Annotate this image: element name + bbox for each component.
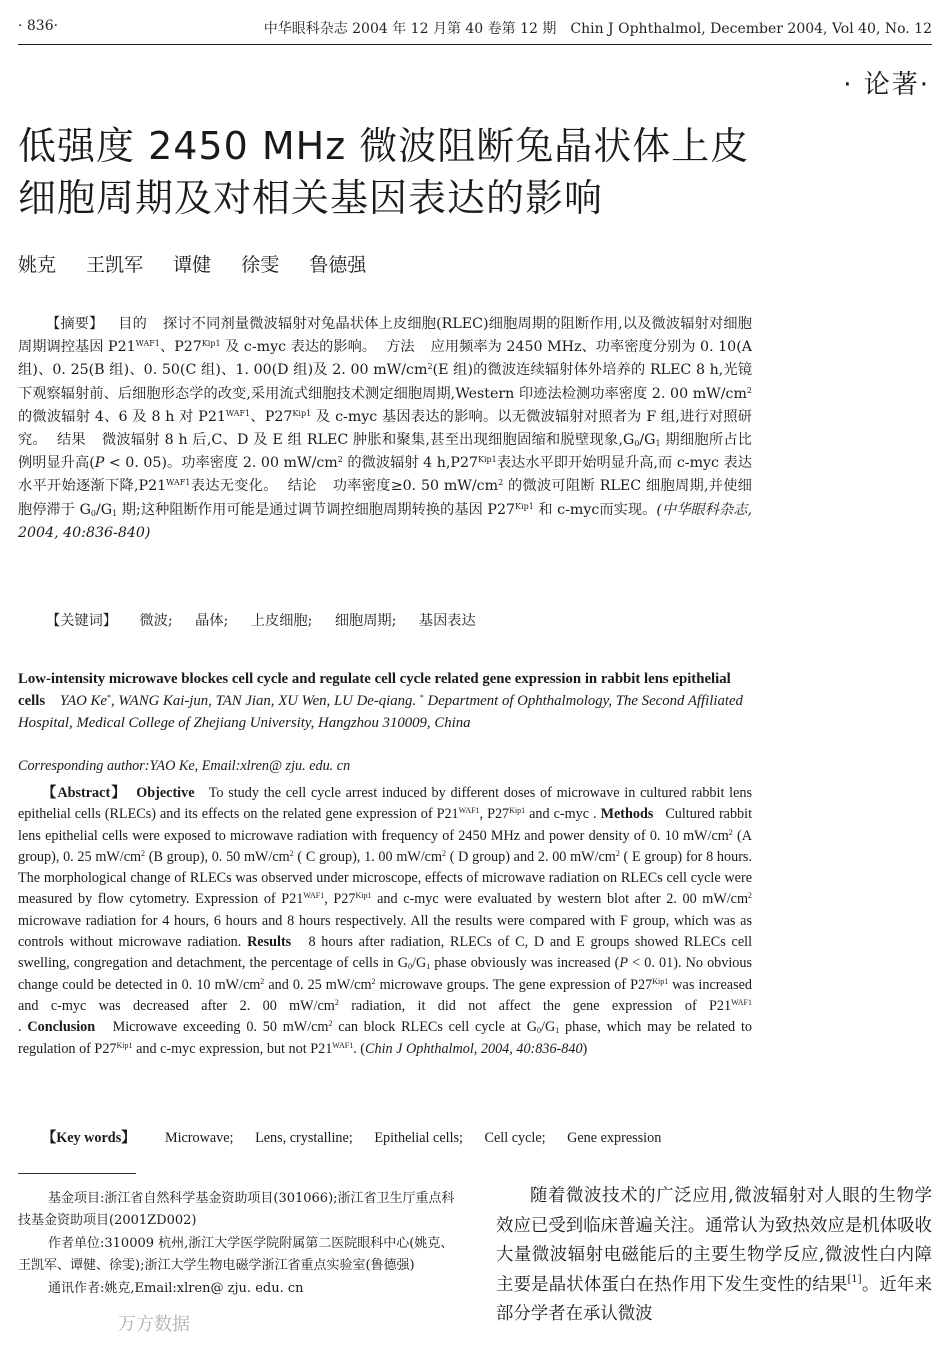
abstract-text: 、P27 [250, 408, 293, 425]
keywords-label: 【关键词】 [46, 613, 117, 629]
english-title: Low-intensity microwave blockes cell cycle and regulate cell cycle related gene expression in rabbit lens epithelial cells [18, 671, 731, 709]
superscript: Kip1 [201, 339, 221, 349]
abstract-text: ( E group) for 8 hours. The morphological change of RLECs was observed under microscope, effects of microwave radiation on RLECs cell cycle were measured by flow cytometry. Expression of P21 [18, 848, 752, 908]
abstract-label: 【Abstract】 [42, 785, 127, 801]
superscript: WAF1 [731, 997, 752, 1007]
abstract-text: phase, which may be related to regulation of P27 [18, 1019, 752, 1057]
superscript: 2 [748, 891, 753, 901]
abstract-text: , P27 [479, 806, 510, 823]
keywords-label: 【Key words】 [42, 1130, 136, 1146]
abstract-text: /G [412, 955, 427, 972]
results-label: Results [247, 934, 292, 951]
author-list [18, 250, 390, 277]
abstract-text: radiation, it did not affect the gene expression of P21 [338, 997, 732, 1014]
keyword: Microwave; [164, 1130, 234, 1146]
keyword: 微波; [139, 613, 173, 629]
abstract-text: and c-myc . [525, 806, 597, 823]
abstract-text: (B group), 0. 50 mW/cm [145, 848, 290, 865]
p-symbol: P [619, 955, 629, 972]
header-rule [18, 44, 932, 45]
superscript: Kip1 [652, 976, 669, 986]
abstract-label: 【摘要】 [46, 316, 104, 332]
citation: Chin J Ophthalmol, 2004, 40:836-840 [365, 1040, 583, 1057]
subscript: 0 [90, 508, 96, 518]
keyword: 细胞周期; [334, 613, 397, 629]
subscript: 0 [634, 439, 640, 449]
author: 谭健 [173, 254, 212, 276]
watermark: 万方数据 [118, 1314, 190, 1335]
superscript: WAF1 [458, 806, 480, 816]
superscript: Kip1 [292, 408, 312, 418]
conclusion-label: Conclusion [27, 1019, 96, 1036]
abstract-text: 探讨不同剂量微波辐射对兔晶状体上皮细胞(RLEC)细胞周期的阻断作用,以及微波辐射对细胞周期调控基因 P21 [18, 316, 752, 356]
keyword: Gene expression [567, 1130, 662, 1146]
english-affiliation: Department of Ophthalmology, The Second Affiliated Hospital, Medical College of Zhejiang University, Hangzhou 310009, China [18, 693, 743, 731]
abstract-text: 及 c-myc 基因表达的影响。以无微波辐射对照者为 F 组,进行对照研究。 [18, 408, 752, 449]
correspondence-note: 通讯作者:姚克,Email:xlren@ zju. edu. cn [48, 1281, 304, 1297]
superscript: 2 [728, 827, 733, 837]
journal-citation-line: 中华眼科杂志 2004 年 12 月第 40 卷第 12 期 Chin J Ophthalmol, December 2004, Vol 40, No. 12 [263, 21, 932, 37]
abstract-text: /G [96, 501, 113, 518]
superscript: Kip1 [355, 891, 372, 901]
superscript: 2 [746, 385, 752, 395]
keyword: Cell cycle; [484, 1130, 546, 1146]
superscript: 2 [615, 848, 620, 858]
corresponding-author: Corresponding author:YAO Ke, Email:xlren@ zju. edu. cn [18, 758, 351, 774]
author: 鲁德强 [309, 254, 367, 276]
subscript: 1 [555, 1026, 560, 1036]
subscript: 1 [655, 439, 661, 449]
abstract-text: 和 c-myc而实现。 [533, 501, 657, 518]
abstract-text: and c-myc were evaluated by western blot after 2. 00 mW/cm [371, 891, 749, 908]
reference-marker[interactable]: [1] [847, 1273, 862, 1285]
abstract-text: ) [582, 1040, 588, 1057]
superscript: Kip1 [478, 455, 497, 465]
keyword: Lens, crystalline; [255, 1130, 353, 1146]
p-symbol: P [94, 455, 105, 472]
footnote-rule [18, 1173, 136, 1174]
abstract-text: 的微波辐射 4 h,P27 [342, 455, 479, 472]
subscript: 1 [112, 508, 118, 518]
methods-label: 方法 [386, 339, 415, 356]
superscript: 2 [141, 848, 146, 858]
chinese-keywords [18, 610, 494, 630]
abstract-text: microwave groups. The gene expression of P27 [375, 976, 653, 993]
superscript: WAF1 [225, 408, 251, 418]
body-text: 随着微波技术的广泛应用,微波辐射对人眼的生物学效应已受到临床普遍关注。通常认为致热效应是机体吸收大量微波辐射电磁能后的主要生物学反应,微波性白内障主要是晶状体蛋白在热作用下发生变性的结果 [496, 1186, 932, 1295]
superscript: 2 [371, 976, 376, 986]
english-authors: , WANG Kai-jun, TAN Jian, XU Wen, LU De-qiang. [110, 693, 417, 709]
funding-note: 基金项目:浙江省自然科学基金资助项目(301066);浙江省卫生厅重点科技基金资助项目(2001ZD002) [18, 1191, 455, 1228]
abstract-text: 8 hours after radiation, RLECs of C, D and E groups showed RLECs cell swelling, congregation and detachment, the percentage of cells in G [18, 934, 753, 972]
superscript: 2 [498, 478, 504, 488]
abstract-text: < 0. 05)。功率密度 2. 00 mW/cm [104, 455, 338, 472]
abstract-text: 的微波可阻断 RLEC 细胞周期,并使细胞停滞于 G [18, 478, 752, 518]
abstract-text: and 0. 25 mW/cm [264, 976, 372, 993]
superscript: 2 [334, 997, 339, 1007]
abstract-text: ( D group) and 2. 00 mW/cm [446, 848, 616, 865]
keyword: 上皮细胞; [250, 613, 313, 629]
superscript: 2 [328, 1019, 333, 1029]
superscript: 2 [442, 848, 447, 858]
abstract-text: microwave radiation for 4 hours, 6 hours and 8 hours respectively. All the results were compared with F group, which was as controls without microwave radiation. [18, 912, 752, 951]
keyword: Epithelial cells; [374, 1130, 463, 1146]
abstract-text: Microwave exceeding 0. 50 mW/cm [112, 1019, 329, 1036]
conclusion-label: 结论 [287, 478, 317, 495]
english-abstract [18, 783, 752, 1060]
abstract-text: /G [541, 1019, 556, 1036]
running-header [18, 18, 932, 44]
body-text: 。近年来部分学者在承认微波 [496, 1274, 932, 1324]
footnotes [18, 1188, 458, 1302]
abstract-text: (A group), 0. 25 mW/cm [18, 827, 752, 865]
english-authors: YAO Ke [59, 693, 107, 709]
abstract-text: /G [639, 432, 656, 449]
subscript: 0 [408, 962, 412, 972]
author: 姚克 [18, 254, 57, 276]
abstract-text: To study the cell cycle arrest induced by different doses of microwave in cultured rabbit lens epithelial cells (RLECs) and its effects on the related gene expression of P21 [18, 785, 752, 823]
author: 王凯军 [86, 254, 144, 276]
body-paragraph [496, 1182, 932, 1330]
superscript: Kip1 [509, 806, 526, 816]
superscript: Kip1 [515, 501, 534, 511]
superscript: Kip1 [116, 1040, 133, 1050]
superscript: * [106, 693, 111, 702]
superscript: 2 [260, 976, 265, 986]
chinese-abstract [18, 313, 752, 545]
results-label: 结果 [56, 432, 86, 449]
english-title-block [18, 668, 752, 734]
affiliation-note: 作者单位:310009 杭州,浙江大学医学院附属第二医院眼科中心(姚克、王凯军、谭健、徐雯);浙江大学生物电磁学浙江省重点实验室(鲁德强) [18, 1236, 454, 1273]
abstract-text: 、P27 [159, 339, 202, 356]
subscript: 1 [426, 962, 431, 972]
abstract-text: 表达水平即开始明显升高,而 c-myc 表达水平开始逐渐下降,P21 [18, 455, 752, 495]
objective-label: Objective [136, 785, 195, 801]
superscript: 2 [289, 848, 294, 858]
abstract-text: 表达无变化。 [190, 478, 278, 495]
abstract-text: 功率密度≥0. 50 mW/cm [332, 478, 499, 495]
superscript: WAF1 [166, 478, 191, 488]
abstract-text: , P27 [324, 891, 356, 908]
abstract-text: was increased and c-myc was decreased after 2. 00 mW/cm [18, 976, 752, 1014]
superscript: * [419, 693, 424, 702]
abstract-text: 微波辐射 8 h 后,C、D 及 E 组 RLEC 肿胀和聚集,甚至出现细胞固缩和脱壁现象,G [101, 432, 635, 449]
abstract-text: ( C group), 1. 00 mW/cm [293, 848, 443, 865]
subscript: 0 [537, 1026, 541, 1036]
citation: (中华眼科杂志, 2004, 40:836-840) [18, 501, 752, 541]
abstract-text: phase obviously was increased ( [430, 955, 620, 972]
article-title [18, 120, 778, 224]
abstract-text: 的微波辐射 4、6 及 8 h 对 P21 [18, 408, 226, 425]
objective-label: 目的 [118, 316, 147, 332]
abstract-text: 及 c-myc 表达的影响。 [220, 339, 377, 356]
abstract-text: 应用频率为 2450 MHz、功率密度分别为 0. 10(A 组)、0. 25(B 组)、0. 50(C 组)、1. 00(D 组)及 2. 00 mW/cm [18, 339, 752, 379]
superscript: 2 [427, 362, 433, 372]
keyword: 基因表达 [418, 613, 476, 629]
superscript: WAF1 [332, 1040, 354, 1050]
abstract-text: 期;这种阻断作用可能是通过调节调控细胞周期转换的基因 P27 [117, 501, 516, 518]
abstract-text: and c-myc expression, but not P21 [132, 1040, 333, 1057]
author: 徐雯 [241, 254, 280, 276]
abstract-text: 期细胞所占比例明显升高( [18, 432, 752, 472]
abstract-text: . [18, 1019, 22, 1036]
methods-label: Methods [600, 806, 654, 823]
abstract-text: < 0. 01). No obvious change could be detected in 0. 10 mW/cm [18, 955, 753, 993]
superscript: 2 [337, 455, 343, 465]
abstract-text: Cultured rabbit lens epithelial cells were exposed to microwave radiation with frequency of 2450 MHz and power density of 0. 10 mW/cm [18, 806, 753, 844]
keyword: 晶体; [195, 613, 229, 629]
superscript: WAF1 [135, 339, 160, 349]
page-number: · 836· [18, 18, 59, 34]
superscript: WAF1 [303, 891, 325, 901]
abstract-text: (E 组)的微波连续辐射体外培养的 RLEC 8 h,光镜下观察辐射前、后细胞形态学的改变,采用流式细胞技术测定细胞周期,Western 印迹法检测功率密度 2. 00 mW/cm [18, 362, 753, 402]
english-keywords [18, 1127, 679, 1147]
section-tag: · 论著· [843, 70, 930, 100]
title-line-2: 细胞周期及对相关基因表达的影响 [18, 176, 604, 220]
abstract-text: . ( [353, 1040, 366, 1057]
title-line-1: 低强度 2450 MHz 微波阻断兔晶状体上皮 [18, 124, 750, 168]
abstract-text: can block RLECs cell cycle at G [332, 1019, 537, 1036]
